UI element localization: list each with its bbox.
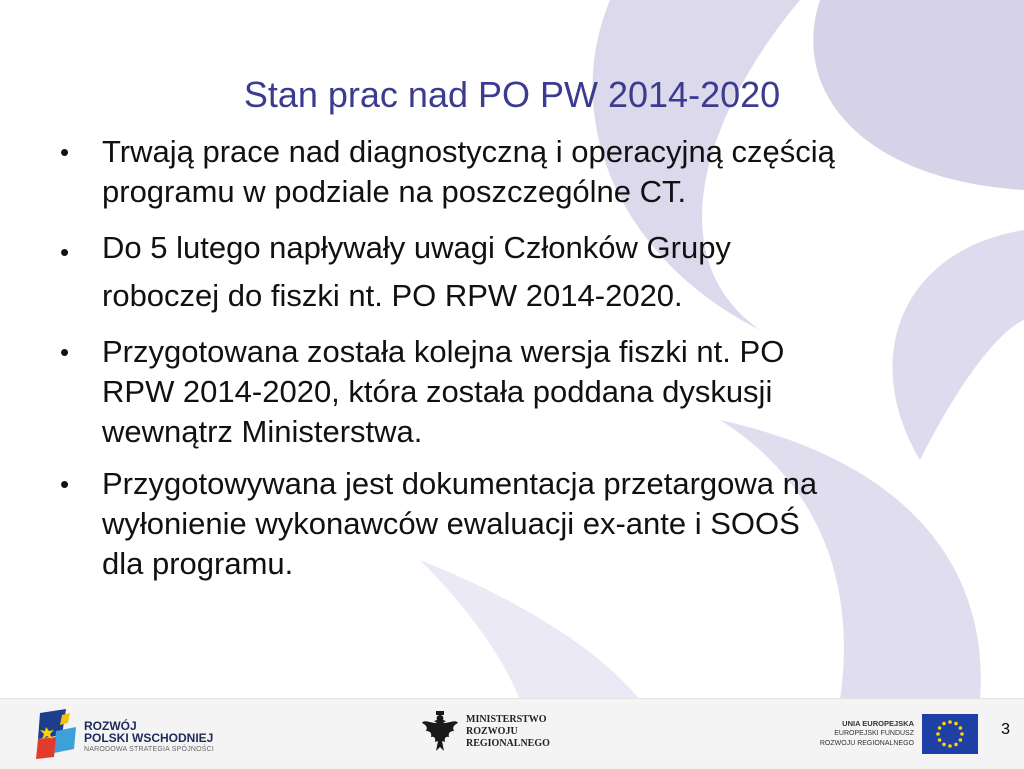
bullet-marker: • (60, 237, 70, 267)
bullet-line: Trwają prace nad diagnostyczną i operacyjną częścią (102, 134, 835, 169)
eu-logo (816, 713, 986, 757)
bullet-item (60, 332, 960, 452)
slide-title: Stan prac nad PO PW 2014-2020 (243, 74, 781, 115)
eu-logo-line2: EUROPEJSKI FUNDUSZ (834, 730, 914, 737)
page-number: 3 (1001, 721, 1010, 738)
bullet-item (60, 132, 960, 212)
bullet-list (60, 132, 960, 596)
ministry-logo-line2: ROZWOJU (466, 726, 518, 737)
rpw-logo-icon (36, 709, 78, 759)
slide-footer (0, 698, 1024, 769)
bullet-item (60, 464, 960, 584)
bullet-line: Do 5 lutego napływały uwagi Członków Grupy (102, 230, 731, 265)
ministry-logo (420, 711, 580, 759)
eu-logo-line1: UNIA EUROPEJSKA (842, 719, 914, 728)
ministry-logo-line3: REGIONALNEGO (466, 738, 550, 749)
bullet-line: RPW 2014-2020, która została poddana dyskusji (102, 374, 773, 409)
bullet-line: roboczej do fiszki nt. PO RPW 2014-2020. (102, 278, 683, 313)
eu-flag-icon (922, 714, 978, 754)
rpw-logo-line3: NARODOWA STRATEGIA SPÓJNOŚCI (84, 746, 215, 753)
polish-eagle-icon (420, 711, 460, 757)
rpw-logo-line1: ROZWÓJ (84, 719, 137, 733)
bullet-line: wewnątrz Ministerstwa. (102, 414, 423, 449)
bullet-item (60, 224, 960, 320)
bullet-marker: • (60, 137, 70, 167)
rpw-logo-line2: POLSKI WSCHODNIEJ (84, 731, 214, 745)
bullet-line: Przygotowana została kolejna wersja fiszki nt. PO (102, 334, 785, 369)
bullet-line: wyłonienie wykonawców ewaluacji ex-ante i SOOŚ (102, 506, 800, 541)
bullet-marker: • (60, 337, 70, 367)
eu-logo-line3: ROZWOJU REGIONALNEGO (819, 740, 914, 747)
bullet-marker: • (60, 469, 70, 499)
bullet-line: programu w podziale na poszczególne CT. (102, 174, 687, 209)
rpw-logo (36, 709, 236, 761)
bullet-line: Przygotowywana jest dokumentacja przetargowa na (102, 466, 818, 501)
bullet-line: dla programu. (102, 546, 294, 581)
ministry-logo-line1: MINISTERSTWO (466, 714, 547, 725)
